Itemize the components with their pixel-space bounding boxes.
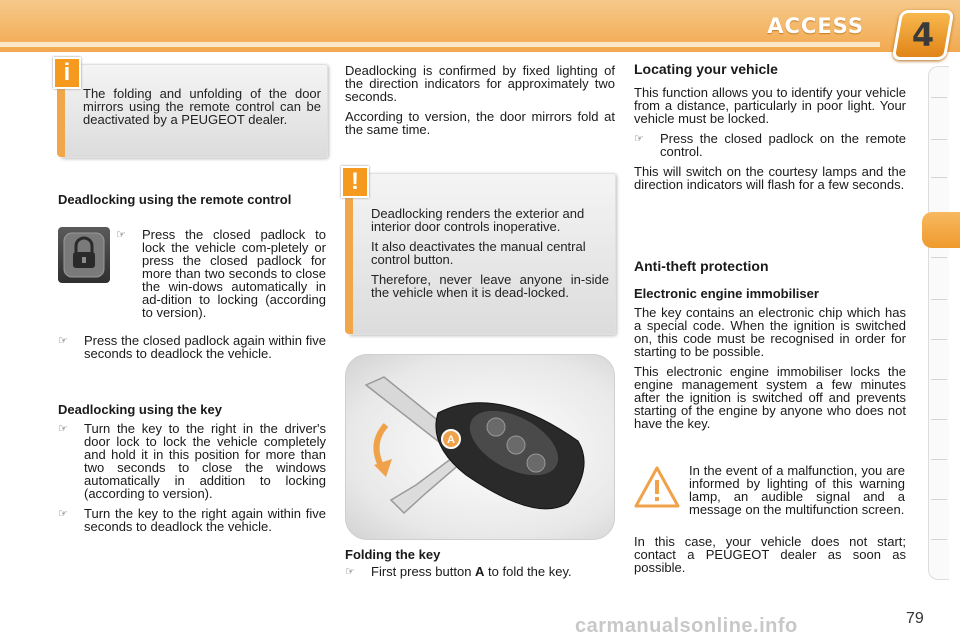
bullet-text: Press the closed padlock on the remote control.	[660, 131, 906, 159]
warning-note-bar	[345, 174, 353, 334]
warning-paragraph: Deadlocking renders the exterior and interior door controls inoperative.	[371, 206, 585, 234]
warning-exclamation-icon: !	[341, 166, 369, 198]
bullet-text: Turn the key to the right again within five seconds to deadlock the vehicle.	[84, 506, 326, 534]
info-note-box	[60, 59, 328, 158]
folding-key-heading: Folding the key	[345, 547, 441, 562]
key-bullets	[58, 422, 326, 540]
bullet-item	[58, 422, 326, 500]
middle-paragraph: According to version, the door mirrors fold at the same time.	[345, 109, 615, 137]
page-number: 79	[906, 610, 924, 627]
immobiliser-paragraph: This electronic engine immobiliser locks the engine management system a few minutes after the ignition is switched off and prevents starting of the engine by anyone who does not have the key.	[634, 364, 906, 431]
bullet-item	[116, 228, 326, 319]
tab-divider	[931, 379, 947, 380]
tab-divider	[931, 177, 947, 178]
header-stripe	[0, 42, 880, 47]
remote-deadlock-heading: Deadlocking using the remote control	[58, 192, 292, 207]
warning-note-text	[371, 207, 609, 306]
hand-pointer-icon: ☞	[58, 507, 68, 520]
info-icon: i	[53, 57, 81, 89]
chapter-number: 4	[911, 16, 935, 54]
bullet-item	[634, 132, 906, 158]
tab-divider	[931, 139, 947, 140]
key-deadlock-heading: Deadlocking using the key	[58, 402, 222, 417]
closed-padlock-button-image	[58, 227, 110, 283]
final-paragraph: In this case, your vehicle does not start; contact a PEUGEOT dealer as soon as possible.	[634, 534, 906, 575]
locating-paragraph: This function allows you to identify your vehicle from a distance, particularly in poor light. Your vehicle must be locked.	[634, 85, 906, 126]
watermark: carmanualsonline.info	[575, 615, 798, 637]
warning-triangle-icon	[634, 465, 680, 509]
middle-paragraph: Deadlocking is confirmed by fixed lighting of the direction indicators for approximately two seconds.	[345, 63, 615, 104]
tab-divider	[931, 257, 947, 258]
remote-bullet-1	[116, 228, 326, 326]
info-note-text: The folding and unfolding of the door mirrors using the remote control can be deactivated by a PEUGEOT dealer.	[83, 86, 321, 127]
middle-intro	[345, 64, 615, 143]
remote-bullet-2	[58, 334, 326, 367]
tab-divider	[931, 299, 947, 300]
immobiliser-paragraph: The key contains an electronic chip which has a special code. When the ignition is switched on, this code must be recognised in order for starting to be possible.	[634, 305, 906, 359]
bullet-text: Press the closed padlock to lock the vehicle com-pletely or press the closed padlock for more than two seconds to close the win-dows automatically in ad-dition to locking (according to version).	[142, 227, 326, 320]
antitheft-heading: Anti-theft protection	[634, 258, 769, 274]
bullet-text: Press the closed padlock again within five seconds to deadlock the vehicle.	[84, 333, 326, 361]
warning-note-box	[348, 168, 616, 335]
bullet-text: Turn the key to the right in the driver's door lock to lock the vehicle completely and hold it in this position for more than two seconds to close the windows automatically in addition to locking (according to version).	[84, 421, 326, 501]
immobiliser-heading: Electronic engine immobiliser	[634, 286, 819, 301]
button-a-label: A	[475, 564, 485, 579]
folding-key-bullet	[345, 565, 615, 585]
bullet-text-start: First press button	[371, 564, 476, 579]
tab-divider	[931, 539, 947, 540]
key-button-label: A	[447, 434, 455, 446]
hand-pointer-icon: ☞	[116, 228, 126, 241]
bullet-text-end: to fold the key.	[484, 564, 572, 579]
right-column	[634, 63, 906, 198]
hand-pointer-icon: ☞	[58, 334, 68, 347]
bullet-item	[345, 565, 615, 578]
tab-divider	[931, 499, 947, 500]
chapter-title: ACCESS	[767, 14, 864, 38]
tab-divider	[931, 97, 947, 98]
chapter-badge	[892, 10, 955, 60]
locating-heading: Locating your vehicle	[634, 61, 778, 77]
malfunction-text: In the event of a malfunction, you are informed by lighting of this warning lamp, an audible signal and a message on the multifunction screen.	[689, 463, 905, 517]
hand-pointer-icon: ☞	[634, 132, 644, 145]
bullet-item	[58, 507, 326, 533]
page-header	[0, 0, 960, 52]
locating-result: This will switch on the courtesy lamps and the direction indicators will flash for a few seconds.	[634, 164, 906, 192]
tab-divider	[931, 459, 947, 460]
bullet-item	[58, 334, 326, 360]
hand-pointer-icon: ☞	[58, 422, 68, 435]
warning-paragraph: Therefore, never leave anyone in-side the vehicle when it is dead-locked.	[371, 272, 609, 300]
key-illustration	[345, 354, 615, 540]
tab-divider	[931, 339, 947, 340]
hand-pointer-icon: ☞	[345, 565, 355, 578]
tab-divider	[931, 419, 947, 420]
antitheft-section	[634, 260, 906, 437]
chapter-tabs	[928, 66, 949, 580]
warning-paragraph: It also deactivates the manual central control button.	[371, 239, 586, 267]
active-chapter-tab[interactable]	[922, 212, 960, 248]
